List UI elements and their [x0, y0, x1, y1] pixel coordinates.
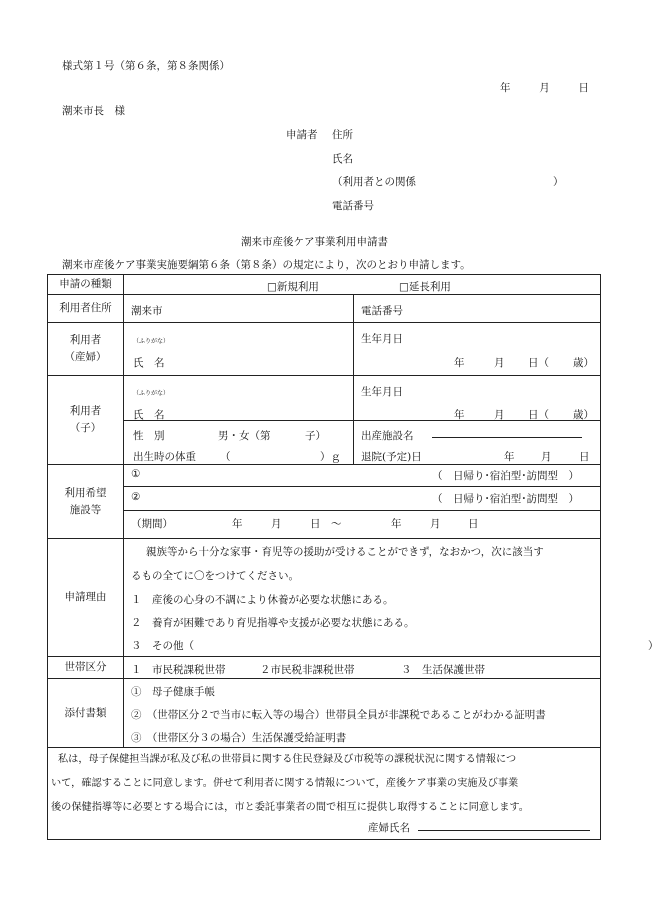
child-birth-day: 日（: [528, 409, 549, 421]
child-label: [48, 376, 124, 465]
period-start-month: 月: [271, 518, 282, 530]
period-start-year: 年: [232, 518, 243, 530]
reason-label: 申請理由: [48, 539, 124, 657]
mother-label: [48, 323, 124, 376]
period-end-year: 年: [391, 518, 402, 530]
household-option-taxed[interactable]: １ 市民税課税世帯: [131, 664, 226, 676]
user-address-label: 利用者住所: [48, 295, 124, 323]
applicant-tel-label: 電話番号: [332, 200, 374, 212]
reason-item-3-close: ）: [648, 640, 659, 652]
child-facility-discharge-field: [354, 421, 601, 465]
child-weight-label: 出生時の体重: [133, 451, 196, 463]
checkbox-new-use[interactable]: □新規利用: [267, 281, 319, 293]
application-type-label: 申請の種類: [48, 275, 124, 295]
child-name-field[interactable]: [124, 376, 354, 421]
date-month-label: 月: [539, 82, 550, 94]
row-child-details: [48, 421, 601, 465]
facility-label-line2: 施設等: [69, 503, 102, 516]
documents-label: 添付書類: [48, 679, 124, 748]
document-item-1: ① 母子健康手帳: [131, 686, 215, 698]
application-table: [47, 274, 659, 840]
applicant-name-label: 氏名: [332, 153, 353, 165]
reason-item-3[interactable]: ３ その他（: [131, 640, 194, 652]
facility-option-1[interactable]: ①: [131, 468, 141, 480]
mother-birth-label: 生年月日: [361, 333, 403, 345]
discharge-year: 年: [504, 451, 515, 463]
row-household: [48, 657, 601, 679]
child-weight-unit[interactable]: ）ｇ: [320, 451, 341, 463]
household-field: [124, 657, 601, 679]
household-label: 世帯区分: [48, 657, 124, 679]
mother-name-label: 氏 名: [133, 357, 165, 369]
period-label: （期間）: [131, 518, 173, 530]
date-year-label: 年: [500, 82, 511, 94]
mother-birth-field[interactable]: [354, 323, 601, 376]
facility-option-2-types[interactable]: （ 日帰り･宿泊型･訪問型 ）: [432, 493, 579, 505]
period-start-day: 日 ～: [310, 518, 342, 530]
row-consent: [48, 748, 601, 840]
form-number: 様式第１号（第６条，第８条関係）: [62, 60, 230, 72]
child-birth-year: 年: [454, 409, 465, 421]
household-option-nontaxed[interactable]: ２市民税非課税世帯: [260, 664, 355, 676]
user-tel-field[interactable]: [354, 295, 601, 323]
documents-field: [124, 679, 601, 748]
form-title: 潮来市産後ケア事業利用申請書: [241, 236, 388, 248]
mother-age: 歳）: [573, 357, 594, 369]
document-item-3: ③ （世帯区分３の場合）生活保護受給証明書: [131, 732, 347, 744]
mother-birth-month: 月: [494, 357, 505, 369]
child-birth-field[interactable]: [354, 376, 601, 421]
child-name-label: 氏 名: [133, 409, 165, 421]
child-birth-label: 生年月日: [361, 386, 403, 398]
mother-signature-label: 産婦氏名: [368, 822, 410, 834]
period-end-day: 日: [468, 518, 479, 530]
row-user-address: [48, 295, 601, 323]
reason-item-2[interactable]: ２ 養育が困難であり育児指導や支援が必要な状態にある。: [131, 617, 415, 629]
user-address-field[interactable]: [124, 295, 354, 323]
discharge-month: 月: [541, 451, 552, 463]
child-birth-month: 月: [494, 409, 505, 421]
facility-label-line1: 利用希望: [64, 486, 107, 499]
applicant-relation-close: ）: [553, 176, 564, 188]
child-label-line1: 利用者: [69, 405, 102, 418]
child-birth-order-close: 子）: [305, 430, 326, 442]
child-weight-open: （: [220, 451, 231, 463]
discharge-date-label: 退院(予定)日: [361, 451, 422, 463]
applicant-label: 申請者: [286, 129, 318, 141]
addressee: 潮来市長 様: [62, 105, 125, 117]
discharge-day: 日: [579, 451, 590, 463]
applicant-address-label: 住所: [332, 129, 353, 141]
applicant-relation-label: （利用者との関係: [332, 176, 416, 188]
date-day-label: 日: [578, 82, 589, 94]
child-age: 歳）: [573, 409, 594, 421]
household-option-welfare[interactable]: ３ 生活保護世帯: [401, 664, 485, 676]
intro-text: 潮来市産後ケア事業実施要綱第６条（第８条）の規定により，次のとおり申請します。: [62, 259, 471, 271]
consent-field: [48, 748, 601, 840]
child-sex-options[interactable]: 男・女（第: [218, 430, 271, 442]
mother-label-line1: 利用者: [69, 334, 102, 347]
row-reason: [48, 539, 601, 657]
mother-label-line2: （産婦）: [64, 351, 107, 363]
row-facility: [48, 465, 601, 539]
mother-furigana-label: （ふりがな）: [133, 338, 170, 345]
document-item-2: ② （世帯区分２で当市に転入等の場合）世帯員全員が非課税であることがわかる証明書: [131, 709, 546, 721]
application-type-cell: [124, 275, 601, 295]
child-furigana-label: （ふりがな）: [133, 390, 170, 397]
facility-field: [124, 465, 601, 539]
child-sex-label: 性 別: [133, 430, 165, 442]
row-application-type: [48, 275, 601, 295]
reason-instruction-2: るもの全てに〇をつけてください。: [131, 570, 299, 582]
reason-instruction-1: 親族等から十分な家事・育児等の援助が受けることができず，なおかつ，次に該当す: [146, 546, 544, 558]
facility-option-2[interactable]: ②: [131, 491, 141, 503]
checkbox-extension[interactable]: □延長利用: [399, 281, 451, 293]
birth-facility-input[interactable]: [432, 426, 582, 438]
consent-line-3: 後の保健指導等に必要とする場合には，市と委託事業者の間で相互に提供し取得することに同意します。: [51, 802, 529, 813]
child-sex-weight-field: [124, 421, 354, 465]
row-child-name: [48, 376, 601, 421]
child-label-line2: （子）: [69, 422, 102, 434]
user-tel-label: 電話番号: [361, 305, 403, 317]
city-prefix: 潮来市: [131, 305, 163, 317]
mother-birth-day: 日（: [528, 357, 549, 369]
consent-line-2: いて，確認することに同意します。併せて利用者に関する情報について，産後ケア事業の実施及び事業: [51, 778, 519, 789]
reason-item-1[interactable]: １ 産後の心身の不調により休養が必要な状態にある。: [131, 594, 394, 606]
application-date: [500, 80, 589, 95]
consent-line-1: 私は，母子保健担当課が私及び私の世帯員に関する住民登録及び市税等の課税状況に関する情報につ: [58, 754, 517, 765]
reason-field: [124, 539, 659, 657]
facility-label: [48, 465, 124, 539]
row-documents: [48, 679, 601, 748]
facility-option-1-types[interactable]: （ 日帰り･宿泊型･訪問型 ）: [432, 470, 579, 482]
row-mother: [48, 323, 601, 376]
period-end-month: 月: [430, 518, 441, 530]
mother-name-field[interactable]: [124, 323, 354, 376]
mother-signature-line[interactable]: [418, 819, 590, 831]
mother-birth-year: 年: [454, 357, 465, 369]
birth-facility-label: 出産施設名: [361, 430, 414, 442]
